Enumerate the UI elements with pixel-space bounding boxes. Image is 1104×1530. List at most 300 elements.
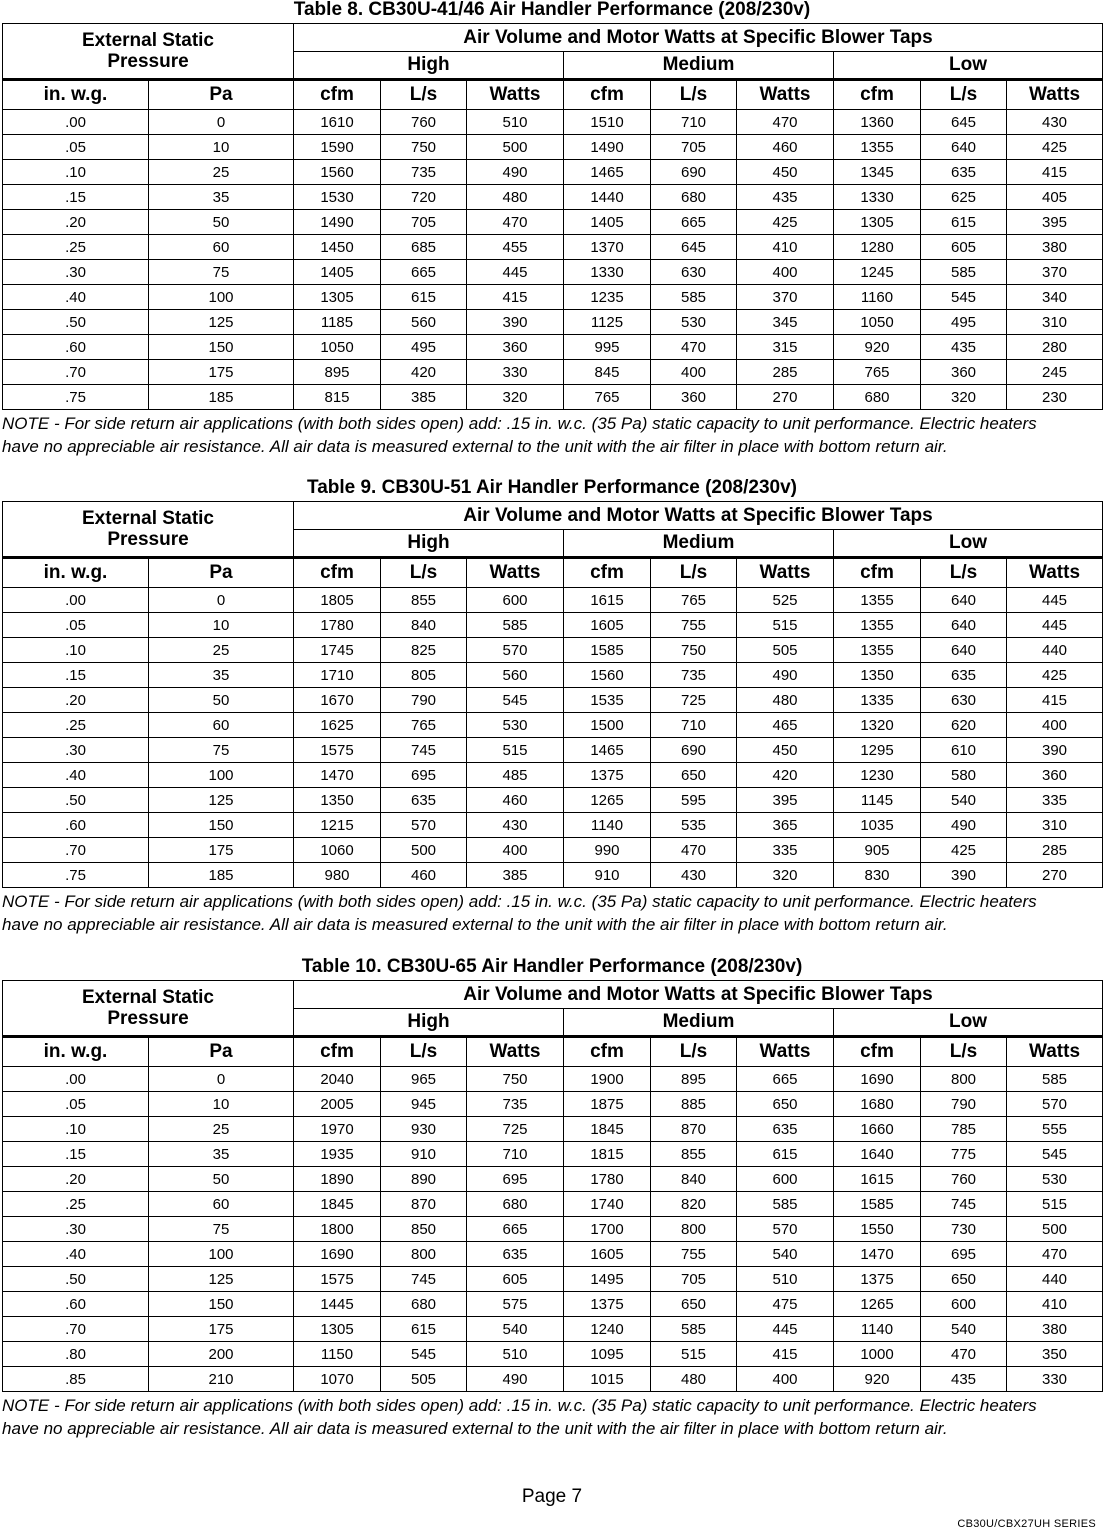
table-row <box>3 110 1103 135</box>
table-cell: 365 <box>737 813 834 838</box>
table-cell: 310 <box>1007 813 1103 838</box>
table-cell: 460 <box>467 788 564 813</box>
table-cell: 75 <box>149 260 294 285</box>
table-cell: 1585 <box>834 1192 921 1217</box>
series-label: CB30U/CBX27UH SERIES <box>957 1518 1096 1530</box>
table-cell: 380 <box>1007 235 1103 260</box>
table-cell: 35 <box>149 1142 294 1167</box>
table-cell: 1355 <box>834 638 921 663</box>
table-cell: 330 <box>467 360 564 385</box>
col-pa-header: Pa <box>149 1037 294 1067</box>
table-cell: .10 <box>3 638 149 663</box>
table-cell: 695 <box>381 763 467 788</box>
table-cell: 735 <box>651 663 737 688</box>
table-cell: .00 <box>3 588 149 613</box>
table-cell: 470 <box>737 110 834 135</box>
table-cell: 750 <box>381 135 467 160</box>
table-cell: .80 <box>3 1342 149 1367</box>
table-cell: 620 <box>921 713 1007 738</box>
table-cell: 500 <box>1007 1217 1103 1242</box>
table-cell: 385 <box>467 863 564 888</box>
table-cell: 705 <box>651 135 737 160</box>
table-cell: .20 <box>3 688 149 713</box>
table-cell: 35 <box>149 663 294 688</box>
table-cell: 1335 <box>834 688 921 713</box>
table-cell: 745 <box>381 738 467 763</box>
table-cell: 150 <box>149 813 294 838</box>
table-cell: 1230 <box>834 763 921 788</box>
table-cell: 25 <box>149 638 294 663</box>
table-cell: 540 <box>737 1242 834 1267</box>
table-cell: 350 <box>1007 1342 1103 1367</box>
table-cell: 230 <box>1007 385 1103 410</box>
table-cell: 625 <box>921 185 1007 210</box>
table-cell: 635 <box>921 663 1007 688</box>
table-cell: 710 <box>651 110 737 135</box>
table-cell: 680 <box>834 385 921 410</box>
table-cell: 1740 <box>564 1192 651 1217</box>
table-cell: 1150 <box>294 1342 381 1367</box>
table-cell: 515 <box>1007 1192 1103 1217</box>
table-cell: 125 <box>149 788 294 813</box>
table-cell: 545 <box>467 688 564 713</box>
table-cell: 1360 <box>834 110 921 135</box>
table-cell: 765 <box>834 360 921 385</box>
table-cell: 395 <box>737 788 834 813</box>
table-cell: 480 <box>651 1367 737 1392</box>
table-row <box>3 1292 1103 1317</box>
table-cell: 1140 <box>564 813 651 838</box>
table-row <box>3 813 1103 838</box>
table-cell: 1305 <box>294 1317 381 1342</box>
table-row <box>3 738 1103 763</box>
table-cell: 390 <box>467 310 564 335</box>
table-cell: 1640 <box>834 1142 921 1167</box>
table-cell: 400 <box>467 838 564 863</box>
table-row <box>3 185 1103 210</box>
table-cell: 1265 <box>564 788 651 813</box>
table-cell: 1605 <box>564 1242 651 1267</box>
table-cell: 1345 <box>834 160 921 185</box>
table-cell: 650 <box>921 1267 1007 1292</box>
table-cell: 710 <box>467 1142 564 1167</box>
table-cell: 335 <box>737 838 834 863</box>
table-title: Table 8. CB30U-41/46 Air Handler Performance (208/230v) <box>293 0 811 20</box>
table-row <box>3 210 1103 235</box>
table-cell: 1330 <box>834 185 921 210</box>
table-cell: 570 <box>1007 1092 1103 1117</box>
table-cell: 1305 <box>294 285 381 310</box>
table-cell: 815 <box>294 385 381 410</box>
table-cell: 320 <box>921 385 1007 410</box>
tap-high-header: High <box>294 1009 564 1037</box>
table-row <box>3 638 1103 663</box>
table-row <box>3 285 1103 310</box>
table-cell: 125 <box>149 1267 294 1292</box>
table-cell: 650 <box>737 1092 834 1117</box>
table-cell: 630 <box>651 260 737 285</box>
table-cell: 395 <box>1007 210 1103 235</box>
table-cell: 540 <box>921 1317 1007 1342</box>
table-cell: 595 <box>651 788 737 813</box>
table-cell: 765 <box>381 713 467 738</box>
table-cell: 630 <box>921 688 1007 713</box>
table-row <box>3 588 1103 613</box>
table-cell: 805 <box>381 663 467 688</box>
table-cell: 470 <box>1007 1242 1103 1267</box>
table-cell: 150 <box>149 1292 294 1317</box>
table-cell: 1805 <box>294 588 381 613</box>
table-cell: 545 <box>921 285 1007 310</box>
table-cell: .15 <box>3 185 149 210</box>
table-cell: 945 <box>381 1092 467 1117</box>
table-cell: 1490 <box>294 210 381 235</box>
air-volume-header: Air Volume and Motor Watts at Specific Blower Taps <box>294 981 1103 1009</box>
table-cell: 435 <box>921 1367 1007 1392</box>
table-cell: 1160 <box>834 285 921 310</box>
table-cell: 820 <box>651 1192 737 1217</box>
table-cell: 175 <box>149 838 294 863</box>
table-cell: 175 <box>149 1317 294 1342</box>
table-cell: 500 <box>467 135 564 160</box>
table-cell: 420 <box>737 763 834 788</box>
table-cell: 445 <box>467 260 564 285</box>
table-cell: 1935 <box>294 1142 381 1167</box>
table-row <box>3 688 1103 713</box>
table-row <box>3 260 1103 285</box>
table-cell: 610 <box>921 738 1007 763</box>
table-cell: 1440 <box>564 185 651 210</box>
table-cell: 895 <box>651 1067 737 1092</box>
table-cell: 745 <box>921 1192 1007 1217</box>
table-cell: 270 <box>1007 863 1103 888</box>
table-cell: 400 <box>651 360 737 385</box>
table-cell: 490 <box>467 1367 564 1392</box>
table-cell: .75 <box>3 863 149 888</box>
col-watts-header: Watts <box>467 558 564 588</box>
table-cell: 1015 <box>564 1367 651 1392</box>
table-cell: 1625 <box>294 713 381 738</box>
table-cell: .25 <box>3 713 149 738</box>
table-note-line-1: NOTE - For side return air applications (with both sides open) add: .15 in. w.c. (35 Pa) static capacity to unit performance. Electric heaters <box>2 892 1037 911</box>
col-cfm-header: cfm <box>564 80 651 110</box>
table-cell: 1470 <box>294 763 381 788</box>
table-title: Table 9. CB30U-51 Air Handler Performance (208/230v) <box>307 477 797 498</box>
table-cell: .85 <box>3 1367 149 1392</box>
table-cell: 340 <box>1007 285 1103 310</box>
table-cell: 415 <box>1007 160 1103 185</box>
table-cell: 930 <box>381 1117 467 1142</box>
table-cell: 1535 <box>564 688 651 713</box>
table-cell: 450 <box>737 160 834 185</box>
table-cell: 1550 <box>834 1217 921 1242</box>
table-cell: 690 <box>651 160 737 185</box>
table-cell: 1070 <box>294 1367 381 1392</box>
table-cell: 555 <box>1007 1117 1103 1142</box>
table-cell: 1585 <box>564 638 651 663</box>
col-ls-header: L/s <box>381 80 467 110</box>
table-cell: 750 <box>651 638 737 663</box>
table-cell: .10 <box>3 160 149 185</box>
table-cell: 210 <box>149 1367 294 1392</box>
table-cell: 460 <box>737 135 834 160</box>
table-cell: 1710 <box>294 663 381 688</box>
table-cell: 1530 <box>294 185 381 210</box>
table-cell: .60 <box>3 1292 149 1317</box>
table-cell: 50 <box>149 210 294 235</box>
col-watts-header: Watts <box>467 80 564 110</box>
table-cell: 1615 <box>564 588 651 613</box>
table-cell: 725 <box>467 1117 564 1142</box>
table-cell: .60 <box>3 813 149 838</box>
table-cell: 1490 <box>564 135 651 160</box>
table-cell: 270 <box>737 385 834 410</box>
table-cell: 10 <box>149 135 294 160</box>
table-body <box>3 588 1103 888</box>
table-cell: 1800 <box>294 1217 381 1242</box>
table-cell: 525 <box>737 588 834 613</box>
table-cell: 580 <box>921 763 1007 788</box>
table-cell: 855 <box>651 1142 737 1167</box>
col-watts-header: Watts <box>1007 1037 1103 1067</box>
table-cell: .60 <box>3 335 149 360</box>
table-cell: 310 <box>1007 310 1103 335</box>
table-cell: 720 <box>381 185 467 210</box>
table-cell: 665 <box>467 1217 564 1242</box>
col-watts-header: Watts <box>467 1037 564 1067</box>
table-cell: .70 <box>3 360 149 385</box>
table-cell: 390 <box>1007 738 1103 763</box>
table-cell: 25 <box>149 160 294 185</box>
table-cell: 530 <box>467 713 564 738</box>
page-number: Page 7 <box>521 1486 583 1507</box>
table-cell: 855 <box>381 588 467 613</box>
table-cell: 755 <box>651 613 737 638</box>
table-cell: 870 <box>651 1117 737 1142</box>
table-cell: 650 <box>651 763 737 788</box>
table-cell: 450 <box>737 738 834 763</box>
table-cell: 485 <box>467 763 564 788</box>
table-cell: 765 <box>564 385 651 410</box>
table-cell: 1680 <box>834 1092 921 1117</box>
table-cell: 1295 <box>834 738 921 763</box>
table-cell: 370 <box>737 285 834 310</box>
col-pa-header: Pa <box>149 80 294 110</box>
table-cell: 775 <box>921 1142 1007 1167</box>
table-cell: 585 <box>651 1317 737 1342</box>
table-body <box>3 1067 1103 1392</box>
table-cell: 470 <box>921 1342 1007 1367</box>
table-cell: 1500 <box>564 713 651 738</box>
table-row <box>3 1092 1103 1117</box>
air-volume-header: Air Volume and Motor Watts at Specific Blower Taps <box>294 24 1103 52</box>
table-cell: 515 <box>737 613 834 638</box>
table-cell: 710 <box>651 713 737 738</box>
table-cell: 1140 <box>834 1317 921 1342</box>
table-cell: .00 <box>3 110 149 135</box>
col-cfm-header: cfm <box>564 1037 651 1067</box>
table-cell: 540 <box>467 1317 564 1342</box>
performance-table <box>2 23 1103 410</box>
table-cell: 600 <box>921 1292 1007 1317</box>
performance-table <box>2 501 1103 888</box>
table-cell: 645 <box>651 235 737 260</box>
table-cell: 185 <box>149 863 294 888</box>
table-cell: .50 <box>3 788 149 813</box>
tap-high-header: High <box>294 52 564 80</box>
col-watts-header: Watts <box>737 80 834 110</box>
table-cell: 425 <box>1007 663 1103 688</box>
col-cfm-header: cfm <box>834 80 921 110</box>
table-cell: 1050 <box>294 335 381 360</box>
table-cell: 1615 <box>834 1167 921 1192</box>
table-cell: 665 <box>381 260 467 285</box>
table-row <box>3 613 1103 638</box>
table-cell: 2005 <box>294 1092 381 1117</box>
table-body <box>3 110 1103 410</box>
table-cell: 755 <box>651 1242 737 1267</box>
table-cell: 615 <box>921 210 1007 235</box>
table-cell: 560 <box>381 310 467 335</box>
table-cell: 895 <box>294 360 381 385</box>
table-cell: 1405 <box>564 210 651 235</box>
table-cell: 560 <box>467 663 564 688</box>
table-cell: 575 <box>467 1292 564 1317</box>
table-cell: 435 <box>737 185 834 210</box>
table-cell: 1780 <box>564 1167 651 1192</box>
table-cell: 635 <box>381 788 467 813</box>
table-cell: 100 <box>149 1242 294 1267</box>
table-cell: 470 <box>651 838 737 863</box>
table-cell: 730 <box>921 1217 1007 1242</box>
table-cell: 1605 <box>564 613 651 638</box>
table-cell: 845 <box>564 360 651 385</box>
tap-medium-header: Medium <box>564 1009 834 1037</box>
table-cell: 885 <box>651 1092 737 1117</box>
table-cell: 1355 <box>834 613 921 638</box>
table-cell: 380 <box>1007 1317 1103 1342</box>
table-cell: 2040 <box>294 1067 381 1092</box>
table-cell: 10 <box>149 613 294 638</box>
table-cell: 1305 <box>834 210 921 235</box>
col-ls-header: L/s <box>921 558 1007 588</box>
table-cell: 1370 <box>564 235 651 260</box>
table-cell: 1575 <box>294 1267 381 1292</box>
table-cell: 360 <box>467 335 564 360</box>
table-cell: 1700 <box>564 1217 651 1242</box>
table-cell: 1265 <box>834 1292 921 1317</box>
performance-table-section-1 <box>2 0 1102 458</box>
table-cell: 965 <box>381 1067 467 1092</box>
table-cell: 125 <box>149 310 294 335</box>
table-cell: 475 <box>737 1292 834 1317</box>
col-cfm-header: cfm <box>294 80 381 110</box>
table-cell: 665 <box>651 210 737 235</box>
performance-table-section-3 <box>2 957 1102 1440</box>
col-cfm-header: cfm <box>834 1037 921 1067</box>
table-cell: 1875 <box>564 1092 651 1117</box>
table-cell: 1510 <box>564 110 651 135</box>
table-cell: 430 <box>1007 110 1103 135</box>
table-cell: .20 <box>3 210 149 235</box>
table-cell: 360 <box>1007 763 1103 788</box>
esp-header <box>3 24 294 80</box>
table-cell: 680 <box>381 1292 467 1317</box>
table-cell: 465 <box>737 713 834 738</box>
table-row <box>3 1242 1103 1267</box>
table-cell: 530 <box>1007 1167 1103 1192</box>
table-cell: 665 <box>737 1067 834 1092</box>
table-cell: 1215 <box>294 813 381 838</box>
table-cell: 345 <box>737 310 834 335</box>
table-cell: 200 <box>149 1342 294 1367</box>
table-cell: 510 <box>467 1342 564 1367</box>
table-cell: 1035 <box>834 813 921 838</box>
table-cell: 790 <box>381 688 467 713</box>
table-cell: 870 <box>381 1192 467 1217</box>
table-cell: 1845 <box>564 1117 651 1142</box>
performance-table-section-2 <box>2 478 1102 936</box>
table-row <box>3 1217 1103 1242</box>
table-cell: 505 <box>737 638 834 663</box>
table-cell: 1610 <box>294 110 381 135</box>
table-note-line-1: NOTE - For side return air applications (with both sides open) add: .15 in. w.c. (35 Pa) static capacity to unit performance. Electric heaters <box>2 1396 1037 1415</box>
table-cell: 435 <box>921 335 1007 360</box>
table-cell: 320 <box>467 385 564 410</box>
table-cell: 1060 <box>294 838 381 863</box>
table-cell: 1125 <box>564 310 651 335</box>
table-cell: 545 <box>1007 1142 1103 1167</box>
table-cell: 75 <box>149 1217 294 1242</box>
table-cell: 825 <box>381 638 467 663</box>
table-cell: 585 <box>467 613 564 638</box>
table-cell: 785 <box>921 1117 1007 1142</box>
table-cell: 850 <box>381 1217 467 1242</box>
table-cell: 535 <box>651 813 737 838</box>
table-cell: 635 <box>467 1242 564 1267</box>
table-row <box>3 1367 1103 1392</box>
table-cell: 50 <box>149 1167 294 1192</box>
table-cell: 585 <box>737 1192 834 1217</box>
table-cell: 1590 <box>294 135 381 160</box>
table-cell: 280 <box>1007 335 1103 360</box>
table-cell: 1095 <box>564 1342 651 1367</box>
esp-header <box>3 502 294 558</box>
tap-low-header: Low <box>834 1009 1103 1037</box>
table-cell: 370 <box>1007 260 1103 285</box>
table-cell: 430 <box>651 863 737 888</box>
table-cell: .30 <box>3 260 149 285</box>
table-cell: 415 <box>467 285 564 310</box>
tap-medium-header: Medium <box>564 52 834 80</box>
table-cell: 1670 <box>294 688 381 713</box>
table-cell: 635 <box>921 160 1007 185</box>
table-cell: 1235 <box>564 285 651 310</box>
col-cfm-header: cfm <box>834 558 921 588</box>
table-cell: .30 <box>3 738 149 763</box>
table-cell: 570 <box>381 813 467 838</box>
table-cell: 315 <box>737 335 834 360</box>
table-cell: 615 <box>381 1317 467 1342</box>
table-cell: 1330 <box>564 260 651 285</box>
table-cell: 1900 <box>564 1067 651 1092</box>
table-cell: 1240 <box>564 1317 651 1342</box>
table-cell: 800 <box>381 1242 467 1267</box>
col-cfm-header: cfm <box>294 558 381 588</box>
table-cell: 385 <box>381 385 467 410</box>
table-cell: 980 <box>294 863 381 888</box>
tap-high-header: High <box>294 530 564 558</box>
